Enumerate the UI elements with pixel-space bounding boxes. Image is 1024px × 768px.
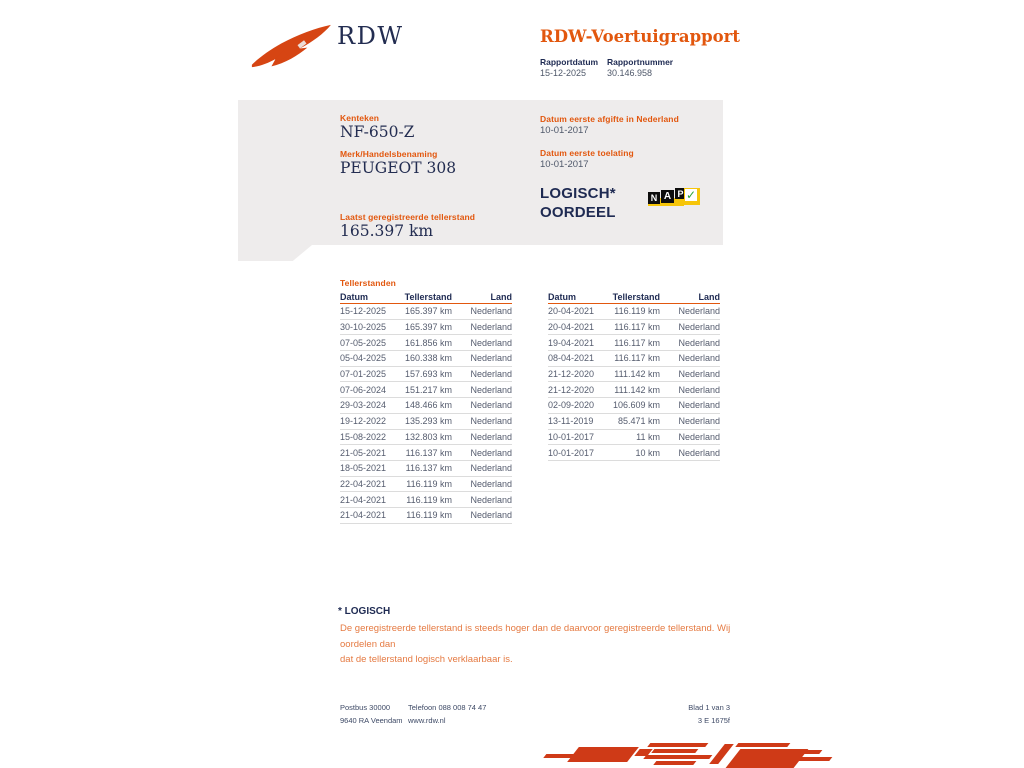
cell-datum: 07-06-2024 <box>340 384 387 395</box>
footer-page-indicator: Blad 1 van 3 <box>688 703 730 712</box>
cell-tellerstand: 116.137 km <box>405 447 452 458</box>
cell-land: Nederland <box>678 337 720 348</box>
cell-datum: 19-12-2022 <box>340 416 387 427</box>
oordeel-line1: LOGISCH* <box>540 185 616 202</box>
oordeel-line2: OORDEEL <box>540 203 616 221</box>
table-row <box>340 492 512 508</box>
cell-land: Nederland <box>470 447 512 458</box>
table-header-row <box>340 290 512 304</box>
cell-land: Nederland <box>470 337 512 348</box>
footer-postbus: Postbus 30000 <box>340 703 391 712</box>
table-row <box>340 382 512 398</box>
cell-tellerstand: 116.117 km <box>614 337 660 348</box>
nap-check-tile <box>684 188 700 205</box>
cell-tellerstand: 116.117 km <box>614 353 660 364</box>
column-header-land: Land <box>490 291 512 302</box>
cell-tellerstand: 85.471 km <box>617 416 660 427</box>
laatste-tellerstand-value: 165.397 km <box>340 222 434 240</box>
cell-datum: 20-04-2021 <box>548 306 595 317</box>
cell-land: Nederland <box>470 384 512 395</box>
footnote-line1: De geregistreerde tellerstand is steeds hoger dan de daarvoor geregistreerde tellerstand. Wij oordelen dan <box>340 623 731 650</box>
table-row <box>340 398 512 414</box>
cell-land: Nederland <box>470 306 512 317</box>
merk-value: PEUGEOT 308 <box>340 159 457 177</box>
eerste-toelating-value: 10-01-2017 <box>540 159 589 170</box>
cell-datum: 21-12-2020 <box>548 369 595 380</box>
cell-tellerstand: 116.119 km <box>406 494 452 505</box>
table-row <box>340 335 512 351</box>
cell-datum: 29-03-2024 <box>340 400 387 411</box>
nap-letter-n: N <box>648 192 660 204</box>
table-row <box>340 367 512 383</box>
table-row <box>340 477 512 493</box>
vehicle-summary-panel-tail <box>238 245 312 261</box>
cell-datum: 21-04-2021 <box>340 510 387 521</box>
table-row <box>340 320 512 336</box>
cell-datum: 07-01-2025 <box>340 369 387 380</box>
cell-tellerstand: 157.693 km <box>404 369 452 380</box>
nap-letter-a: A <box>661 190 674 203</box>
laatste-tellerstand-label: Laatst geregistreerde tellerstand <box>340 212 476 222</box>
cell-tellerstand: 132.803 km <box>404 431 452 442</box>
cell-datum: 07-05-2025 <box>340 337 387 348</box>
footer-page-info <box>610 701 730 727</box>
report-date-label: Rapportdatum <box>540 57 599 67</box>
table-row <box>340 304 512 320</box>
cell-land: Nederland <box>470 494 512 505</box>
kenteken-label: Kenteken <box>340 113 380 123</box>
tellerstanden-title: Tellerstanden <box>340 278 396 288</box>
cell-datum: 21-04-2021 <box>340 494 387 505</box>
cell-land: Nederland <box>678 447 720 458</box>
cell-tellerstand: 10 km <box>635 447 660 458</box>
cell-tellerstand: 148.466 km <box>404 400 452 411</box>
cell-land: Nederland <box>470 353 512 364</box>
table-header-row <box>548 290 720 304</box>
cell-datum: 08-04-2021 <box>548 353 595 364</box>
table-row <box>548 320 720 336</box>
cell-datum: 13-11-2019 <box>548 416 594 427</box>
table-row <box>548 414 720 430</box>
cell-datum: 19-04-2021 <box>548 337 595 348</box>
cell-land: Nederland <box>678 369 720 380</box>
cell-land: Nederland <box>678 322 720 333</box>
cell-tellerstand: 161.856 km <box>404 337 452 348</box>
table-row <box>548 445 720 461</box>
cell-datum: 18-05-2021 <box>340 463 387 474</box>
cell-datum: 10-01-2017 <box>548 431 595 442</box>
footnote-line2: dat de tellerstand logisch verklaarbaar is. <box>340 654 513 665</box>
page-title: RDW-Voertuigrapport <box>540 27 740 46</box>
cell-land: Nederland <box>470 416 512 427</box>
cell-datum: 02-09-2020 <box>548 400 595 411</box>
cell-tellerstand: 116.119 km <box>406 510 452 521</box>
column-header-datum: Datum <box>340 291 369 302</box>
table-row <box>548 335 720 351</box>
footnote-title: * LOGISCH <box>338 606 391 617</box>
cell-datum: 15-08-2022 <box>340 431 387 442</box>
cell-datum: 10-01-2017 <box>548 447 595 458</box>
table-row <box>340 508 512 524</box>
cell-land: Nederland <box>470 369 512 380</box>
cell-datum: 05-04-2025 <box>340 353 387 364</box>
table-row <box>340 461 512 477</box>
cell-land: Nederland <box>678 353 720 364</box>
kenteken-value: NF-650-Z <box>340 123 415 141</box>
cell-tellerstand: 111.142 km <box>614 369 660 380</box>
cell-tellerstand: 116.119 km <box>614 306 660 317</box>
cell-datum: 30-10-2025 <box>340 322 387 333</box>
cell-land: Nederland <box>470 322 512 333</box>
cell-land: Nederland <box>678 306 720 317</box>
eerste-afgifte-value: 10-01-2017 <box>540 125 589 136</box>
report-number-value: 30.146.958 <box>607 68 653 78</box>
footer-form-code: 3 E 1675f <box>697 716 730 725</box>
table-row <box>548 304 720 320</box>
cell-tellerstand: 111.142 km <box>614 384 660 395</box>
eerste-afgifte-label: Datum eerste afgifte in Nederland <box>540 114 679 124</box>
table-row <box>340 430 512 446</box>
cell-land: Nederland <box>678 416 720 427</box>
cell-land: Nederland <box>678 431 720 442</box>
cell-datum: 21-12-2020 <box>548 384 595 395</box>
nap-letter-p: P <box>675 188 686 199</box>
brand-wordmark: RDW <box>337 22 404 50</box>
cell-datum: 22-04-2021 <box>340 478 387 489</box>
table-row <box>548 398 720 414</box>
rdw-logo-bird-icon <box>250 24 332 68</box>
cell-land: Nederland <box>470 478 512 489</box>
cell-tellerstand: 116.117 km <box>614 322 660 333</box>
report-date-value: 15-12-2025 <box>540 68 587 78</box>
footer-phone: Telefoon 088 008 74 47 <box>408 703 487 712</box>
table-row <box>548 382 720 398</box>
cell-tellerstand: 165.397 km <box>404 306 452 317</box>
cell-datum: 20-04-2021 <box>548 322 595 333</box>
cell-datum: 21-05-2021 <box>340 447 387 458</box>
column-header-tellerstand: Tellerstand <box>404 291 452 302</box>
table-row <box>548 367 720 383</box>
cell-tellerstand: 106.609 km <box>612 400 660 411</box>
cell-land: Nederland <box>470 400 512 411</box>
footer-website: www.rdw.nl <box>408 716 446 725</box>
cell-land: Nederland <box>678 384 720 395</box>
cell-land: Nederland <box>470 431 512 442</box>
table-row <box>548 351 720 367</box>
cell-tellerstand: 160.338 km <box>404 353 452 364</box>
column-header-tellerstand: Tellerstand <box>612 291 660 302</box>
eerste-toelating-label: Datum eerste toelating <box>540 148 634 158</box>
column-header-datum: Datum <box>548 291 577 302</box>
cell-tellerstand: 11 km <box>636 431 660 442</box>
cell-tellerstand: 165.397 km <box>404 322 452 333</box>
nap-logo-icon <box>648 185 700 209</box>
cell-tellerstand: 151.217 km <box>404 384 452 395</box>
table-row <box>340 414 512 430</box>
footer-city: 9640 RA Veendam <box>340 716 403 725</box>
cell-tellerstand: 116.119 km <box>406 478 452 489</box>
cell-datum: 15-12-2025 <box>340 306 387 317</box>
tellerstanden-table-right <box>548 290 720 461</box>
cell-land: Nederland <box>470 510 512 521</box>
tellerstanden-table-left <box>340 290 512 524</box>
deco-stripes-graphic <box>545 740 805 768</box>
footer-address <box>340 701 403 727</box>
footnote-body <box>340 621 732 668</box>
cell-tellerstand: 116.137 km <box>405 463 452 474</box>
cell-land: Nederland <box>678 400 720 411</box>
nap-checkmark-icon: ✓ <box>685 188 697 202</box>
table-row <box>548 430 720 446</box>
cell-land: Nederland <box>470 463 512 474</box>
merk-label: Merk/Handelsbenaming <box>340 149 438 159</box>
footer-contact <box>408 701 486 727</box>
table-row <box>340 445 512 461</box>
column-header-land: Land <box>698 291 720 302</box>
oordeel-verdict <box>540 185 616 222</box>
report-number-label: Rapportnummer <box>607 57 674 67</box>
table-row <box>340 351 512 367</box>
cell-tellerstand: 135.293 km <box>404 416 452 427</box>
